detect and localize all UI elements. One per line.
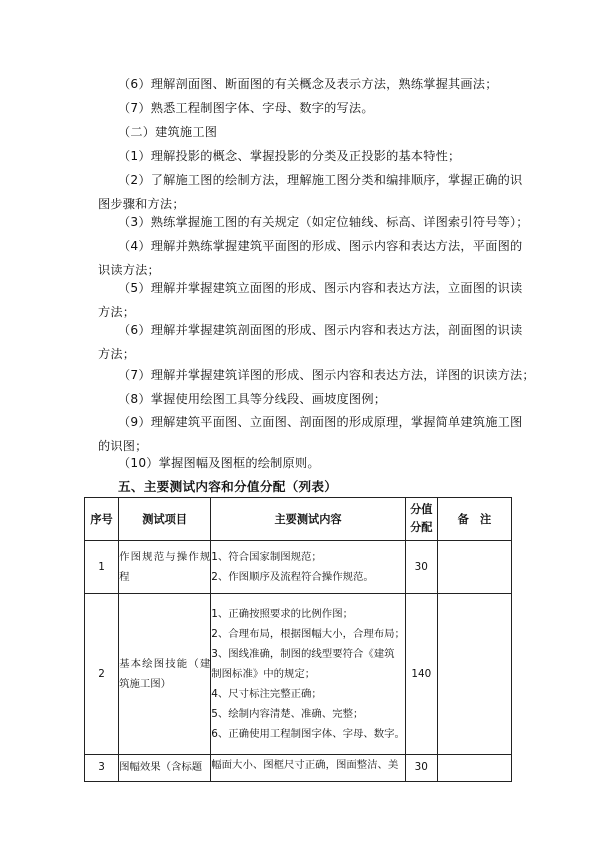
row-item: 基本绘图技能（建筑施工图） bbox=[119, 594, 211, 755]
paragraph: （9）理解建筑平面图、立面图、剖面图的形成原理，掌握简单建筑施工图 的识图； bbox=[98, 415, 523, 453]
section-heading: 五、主要测试内容和分值分配（列表） bbox=[118, 479, 338, 494]
row-no: 1 bbox=[85, 541, 119, 594]
header-no: 序号 bbox=[85, 498, 119, 541]
paragraph: （5）理解并掌握建筑立面图的形成、图示内容和表达方法，立面图的识读 方法； bbox=[98, 281, 523, 319]
row-note bbox=[437, 594, 511, 755]
paragraph: （4）理解并熟练掌握建筑平面图的形成、图示内容和表达方法，平面图的 识读方法； bbox=[98, 239, 523, 277]
header-item: 测试项目 bbox=[119, 498, 211, 541]
table-row bbox=[85, 755, 512, 782]
paragraph: （6）理解剖面图、断面图的有关概念及表示方法，熟练掌握其画法； bbox=[118, 77, 498, 91]
row-score: 30 bbox=[405, 755, 437, 782]
table-row bbox=[85, 541, 512, 594]
row-note bbox=[437, 755, 511, 782]
paragraph: （1）理解投影的概念、掌握投影的分类及正投影的基本特性； bbox=[118, 149, 461, 163]
row-no: 3 bbox=[85, 755, 119, 782]
paragraph: （2）了解施工图的绘制方法，理解施工图分类和编排顺序，掌握正确的识 图步骤和方法； bbox=[98, 173, 523, 211]
paragraph: （3）熟练掌握施工图的有关规定（如定位轴线、标高、详图索引符号等）； bbox=[118, 215, 529, 229]
score-table bbox=[84, 497, 512, 782]
table-header-row bbox=[85, 498, 512, 541]
paragraph: （10）掌握图幅及图框的绘制原则。 bbox=[118, 456, 320, 470]
subsection-heading: （二）建筑施工图 bbox=[118, 125, 218, 139]
paragraph: （7）理解并掌握建筑详图的形成、图示内容和表达方法，详图的识读方法； bbox=[118, 368, 535, 382]
paragraph: （8）掌握使用绘图工具等分线段、画坡度图例； bbox=[118, 392, 387, 406]
row-content: 1、符合国家制图规范； 2、作图顺序及流程符合操作规范。 bbox=[211, 541, 405, 594]
table-row bbox=[85, 594, 512, 755]
row-note bbox=[437, 541, 511, 594]
row-item: 图幅效果（含标题 bbox=[119, 755, 211, 782]
header-note: 备 注 bbox=[437, 498, 511, 541]
row-item: 作图规范与操作规程 bbox=[119, 541, 211, 594]
row-content: 1、正确按照要求的比例作图； 2、合理布局，根据图幅大小，合理布局； 3、图线准确，制图的线型要符合《建筑制图标准》中的规定； 4、尺寸标注完整正确； 5、绘制内容清楚、准确、完整； 6、正确使用工程制图字体、字母、数字。 bbox=[211, 594, 405, 755]
paragraph: （6）理解并掌握建筑剖面图的形成、图示内容和表达方法，剖面图的识读 方法； bbox=[98, 323, 523, 361]
row-content: 幅面大小、图框尺寸正确，图面整洁、美 bbox=[211, 755, 405, 782]
paragraph: （7）熟悉工程制图字体、字母、数字的写法。 bbox=[118, 101, 374, 115]
row-no: 2 bbox=[85, 594, 119, 755]
row-score: 30 bbox=[405, 541, 437, 594]
header-score: 分值 分配 bbox=[405, 498, 437, 541]
row-score: 140 bbox=[405, 594, 437, 755]
header-content: 主要测试内容 bbox=[211, 498, 405, 541]
